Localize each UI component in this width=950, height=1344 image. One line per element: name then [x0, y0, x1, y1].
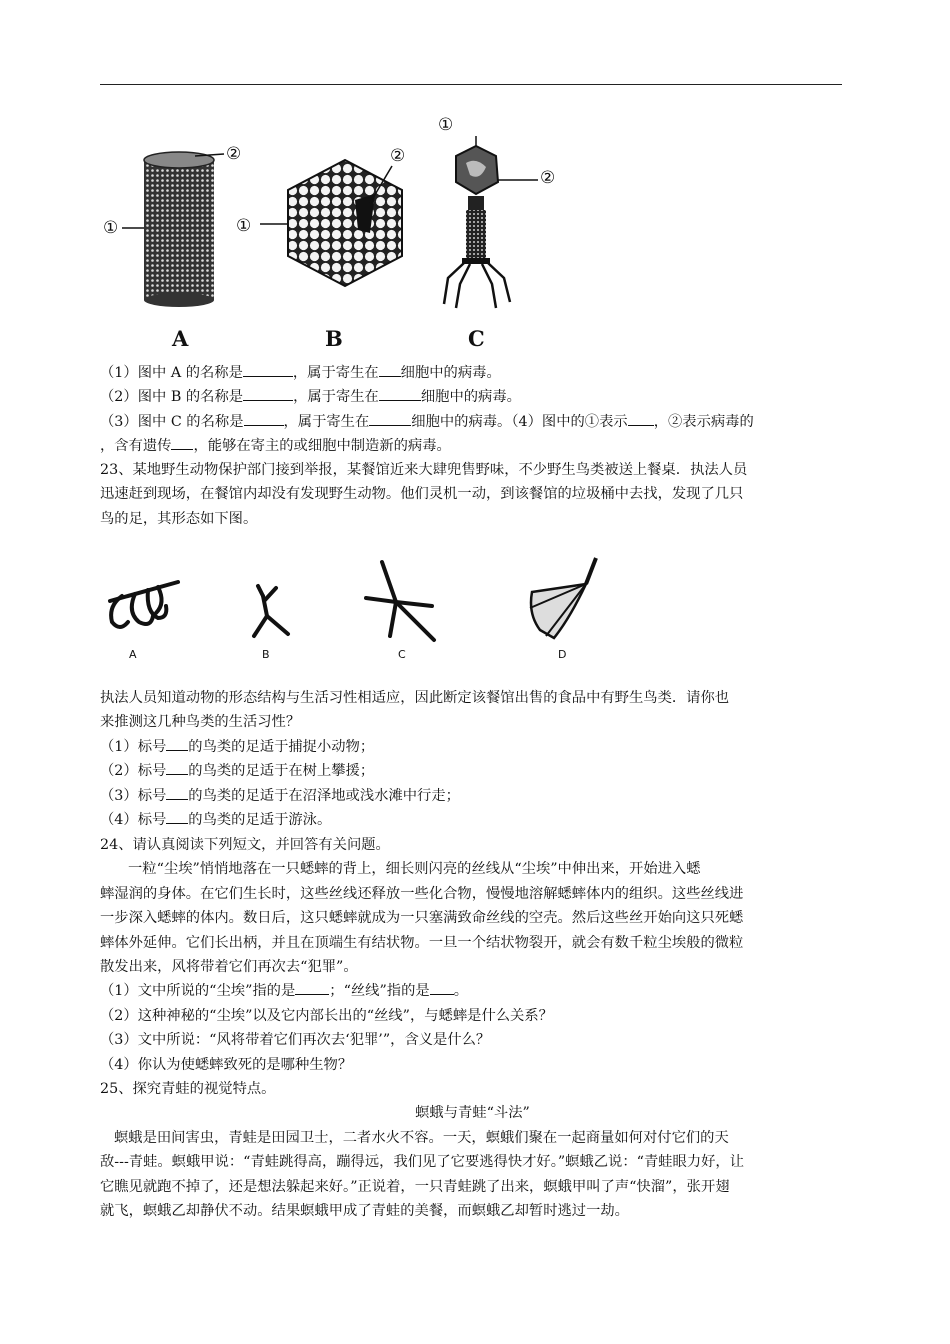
- q23-after-1: 执法人员知道动物的形态结构与生活习性相适应，因此断定该餐馆出售的食品中有野生鸟类．请你也: [100, 690, 730, 706]
- virus-label-c: C: [468, 326, 485, 351]
- virus-b-marker-1: ①: [236, 216, 252, 236]
- q24-para-2: 蟀湿润的身体。在它们生长时，这些丝线还释放一些化合物，慢慢地溶解蟋蟀体内的组织。这些丝线进: [100, 885, 744, 902]
- foot-c: [366, 562, 434, 640]
- question-23-intro: [100, 458, 845, 531]
- q22-line-1: （1）图中 A 的名称是 ，属于寄生在 细胞中的病毒。: [100, 361, 845, 385]
- q24-q3: （3）文中所说：“风将带着它们再次去‘犯罪’”，含义是什么？: [100, 1032, 491, 1049]
- virus-label-a: A: [172, 326, 189, 351]
- q23-after-2: 来推测这几种鸟类的生活习性？: [100, 714, 301, 731]
- q24-q1: （1）文中所说的“尘埃”指的是 ；“丝线”指的是 。: [100, 979, 845, 1003]
- q25-para-3: 它瞧见就跑不掉了，还是想法躲起来好。”正说着，一只青蛙跳了出来，螟蛾甲叫了声“快溜”，张开翅: [100, 1178, 730, 1195]
- virus-figure: [100, 108, 570, 353]
- virus-c-marker-1: ①: [438, 115, 454, 135]
- q23-sub-1: （1）标号 的鸟类的足适于捕捉小动物；: [100, 735, 845, 759]
- foot-label-c: C: [398, 648, 406, 661]
- q24-para-1: 一粒“尘埃”悄悄地落在一只蟋蟀的背上，细长则闪亮的丝线从“尘埃”中伸出来，开始进入蟋: [128, 861, 701, 878]
- foot-label-b: B: [262, 648, 270, 661]
- foot-b: [254, 586, 288, 636]
- question-22: [100, 361, 845, 459]
- virus-label-b: B: [325, 326, 343, 351]
- q25-para-2: 敌---青蛙。螟蛾甲说：“青蛙跳得高，蹦得远，我们见了它要逃得快才好。”螟蛾乙说：“青蛙眼力好，让: [100, 1154, 745, 1171]
- q23-sub-3: （3）标号 的鸟类的足适于在沼泽地或浅水滩中行走；: [100, 784, 845, 808]
- virus-b-marker-2: ②: [390, 146, 406, 166]
- q23-sub-2: （2）标号 的鸟类的足适于在树上攀援；: [100, 759, 845, 783]
- q22-line-2: （2）图中 B 的名称是 ，属于寄生在 细胞中的病毒。: [100, 385, 845, 409]
- question-24: [100, 833, 845, 1077]
- virus-b-icosahedron: [260, 160, 402, 286]
- q24-q4: （4）你认为使蟋蟀致死的是哪种生物？: [100, 1056, 353, 1073]
- foot-a: [110, 582, 178, 627]
- q22-line-3: （3）图中 C 的名称是 ，属于寄生在 细胞中的病毒。（4）图中的①表示 ，②表示病毒的: [100, 410, 845, 434]
- virus-c-phage: [444, 136, 538, 308]
- q24-para-5: 散发出来，风将带着它们再次去“犯罪”。: [100, 958, 358, 975]
- question-23-body: [100, 686, 845, 832]
- foot-label-a: A: [129, 648, 137, 661]
- q25-para-1: 螟蛾是田间害虫，青蛙是田园卫士，二者水火不容。一天，螟蛾们聚在一起商量如何对付它们的天: [114, 1129, 729, 1146]
- q23-intro-2: 迅速赶到现场，在餐馆内却没有发现野生动物。他们灵机一动，到该餐馆的垃圾桶中去找，发现了几只: [100, 486, 744, 503]
- question-25: [100, 1077, 845, 1223]
- virus-c-marker-2: ②: [540, 168, 556, 188]
- q22-line-4: ，含有遗传 ，能够在寄主的或细胞中制造新的病毒。: [100, 434, 845, 458]
- virus-a-rod: [122, 152, 224, 307]
- q24-para-4: 蟀体外延伸。它们长出柄，并且在顶端生有结状物。一旦一个结状物裂开，就会有数千粒尘埃般的微粒: [100, 934, 744, 951]
- foot-label-d: D: [558, 648, 567, 661]
- q24-para-3: 一步深入蟋蟀的体内。数日后，这只蟋蟀就成为一只塞满致命丝线的空壳。然后这些丝开始向这只死蟋: [100, 910, 744, 927]
- q25-title: 螟蛾与青蛙“斗法”: [415, 1105, 530, 1122]
- q24-head: 24、请认真阅读下列短文，并回答有关问题。: [100, 837, 390, 853]
- q25-para-4: 就飞，螟蛾乙却静伏不动。结果螟蛾甲成了青蛙的美餐，而螟蛾乙却暂时逃过一劫。: [100, 1202, 629, 1219]
- q25-head: 25、探究青蛙的视觉特点。: [100, 1081, 276, 1097]
- header-rule: [100, 84, 842, 85]
- virus-a-marker-1: ①: [103, 218, 119, 238]
- q23-intro-1: 23、某地野生动物保护部门接到举报，某餐馆近来大肆兜售野味，不少野生鸟类被送上餐桌．执法人员: [100, 462, 748, 478]
- q23-sub-4: （4）标号 的鸟类的足适于游泳。: [100, 808, 845, 832]
- foot-d: [530, 558, 596, 638]
- bird-feet-figure: [100, 556, 620, 666]
- q23-intro-3: 鸟的足，其形态如下图。: [100, 510, 258, 527]
- q24-q2: （2）这种神秘的“尘埃”以及它内部长出的“丝线”，与蟋蟀是什么关系？: [100, 1007, 553, 1024]
- virus-a-marker-2: ②: [226, 144, 242, 164]
